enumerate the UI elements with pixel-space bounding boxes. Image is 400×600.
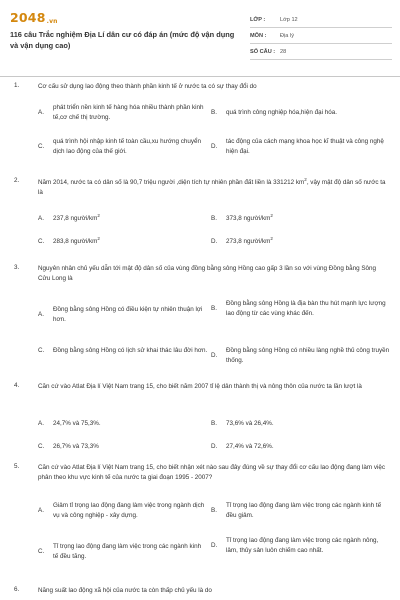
option-letter: A. xyxy=(38,507,44,515)
option-text: Giảm tỉ trọng lao động đang làm việc trong ngành dịch vụ và công nghiệp - xây dựng. xyxy=(53,502,205,519)
option-a[interactable] xyxy=(38,213,208,224)
meta-table xyxy=(250,12,392,60)
option-d[interactable] xyxy=(211,236,391,247)
meta-value: 28 xyxy=(280,48,287,55)
option-text: Đồng bằng sông Hồng có nhiều làng nghề thủ công truyền thống. xyxy=(226,347,390,364)
option-text: Đồng bằng sông Hồng có điều kiện tự nhiên thuận lợi hơn. xyxy=(53,306,203,323)
option-b[interactable] xyxy=(211,501,391,521)
option-d[interactable] xyxy=(211,536,391,556)
question-text: Năng suất lao động xã hội của nước ta còn thấp chủ yếu là do xyxy=(38,587,212,594)
option-letter: D. xyxy=(211,352,218,360)
option-text: 373,8 người/$km^2$ xyxy=(226,213,273,223)
option-b[interactable] xyxy=(211,108,391,118)
option-c[interactable] xyxy=(38,236,208,247)
site-logo[interactable]: 2048.vn xyxy=(10,10,58,25)
option-letter: C. xyxy=(38,548,45,556)
question-number: 4. xyxy=(14,382,20,389)
option-letter: B. xyxy=(211,420,217,428)
option-c[interactable] xyxy=(38,346,208,356)
meta-row-grade xyxy=(250,12,392,28)
option-text: quá trình hội nhập kinh tế toàn cầu,xu hướng chuyển dịch lao động của thế giới. xyxy=(53,138,202,155)
option-text: phát triển nền kinh tế hàng hóa nhiều thành phần kinh tế,cơ chế thị trường. xyxy=(53,104,204,121)
document-title: 116 câu Trắc nghiệm Địa Lí dân cư có đáp án (mức độ vận dụng và vận dụng cao) xyxy=(10,30,235,50)
option-letter: B. xyxy=(211,214,217,222)
meta-row-count xyxy=(250,44,392,60)
option-a[interactable] xyxy=(38,305,208,325)
option-a[interactable] xyxy=(38,501,208,521)
option-c[interactable] xyxy=(38,442,208,452)
document-header xyxy=(0,0,400,68)
question-text: Nguyên nhân chủ yếu dẫn tới mật độ dân số của vùng đồng bằng sông Hồng cao gấp 3 lần so với vùng Đồng bằng Sông Cửu Long là xyxy=(38,265,377,282)
question-number: 1. xyxy=(14,82,20,89)
option-text: Tỉ trọng lao động đang làm việc trong các ngành nông, lâm, thủy sản luôn chiếm cao nhất. xyxy=(226,537,379,554)
option-c[interactable] xyxy=(38,137,208,157)
option-text: 283,8 người/$km^2$ xyxy=(53,236,100,246)
option-text: 24,7% và 75,3%. xyxy=(53,420,101,427)
option-b[interactable] xyxy=(211,213,391,224)
question-text: Năm 2014, nước ta có dân số là 90,7 triệu người ,diện tích tự nhiên phần đất liền là 331212 $km^2$, vậy mật độ dân số nước ta là xyxy=(38,177,386,196)
option-letter: C. xyxy=(38,143,45,151)
meta-label: MÔN : xyxy=(250,32,267,39)
option-letter: B. xyxy=(211,109,217,117)
question-number: 2. xyxy=(14,177,20,184)
option-text: quá trình công nghiệp hóa,hiện đại hóa. xyxy=(226,109,337,116)
option-b[interactable] xyxy=(211,299,391,319)
question-text: Cơ cấu sử dụng lao động theo thành phần kinh tế ở nước ta có sự thay đổi do xyxy=(38,83,257,90)
header-divider xyxy=(0,76,400,77)
question-number: 5. xyxy=(14,463,20,470)
option-letter: D. xyxy=(211,237,218,245)
question-text: Căn cứ vào Atlat Địa lí Việt Nam trang 15, cho biết năm 2007 tỉ lệ dân thành thị và nông thôn của nước ta lần lượt là xyxy=(38,383,362,390)
option-text: Đồng bằng sông Hồng có lịch sử khai thác lâu đời hơn. xyxy=(53,347,208,354)
question-number: 3. xyxy=(14,264,20,271)
option-text: Tỉ trọng lao động đang làm việc trong các ngành kinh tế đều giảm. xyxy=(226,502,382,519)
option-a[interactable] xyxy=(38,103,208,123)
option-text: Đồng bằng sông Hồng là địa bàn thu hút mạnh lực lượng lao động từ các vùng khác đến. xyxy=(226,300,386,317)
option-d[interactable] xyxy=(211,137,391,157)
option-b[interactable] xyxy=(211,419,391,429)
option-letter: D. xyxy=(211,443,218,451)
option-letter: C. xyxy=(38,443,45,451)
meta-row-subject xyxy=(250,28,392,44)
option-a[interactable] xyxy=(38,419,208,429)
question-text: Căn cứ vào Atlat Địa lí Việt Nam trang 15, cho biết nhận xét nào sau đây đúng về sự thay đổi cơ cấu lao động đang làm việc phân theo khu vực kinh tế của nước ta giai đoạn 1995 - 2007? xyxy=(38,464,386,481)
meta-label: LỚP : xyxy=(250,16,266,23)
option-letter: A. xyxy=(38,109,44,117)
option-text: tác động của cách mạng khoa học kĩ thuật và công nghệ hiện đại. xyxy=(226,138,384,155)
option-letter: A. xyxy=(38,214,44,222)
question-number: 6. xyxy=(14,586,20,593)
option-letter: B. xyxy=(211,507,217,515)
option-c[interactable] xyxy=(38,542,208,562)
option-text: 73,6% và 26,4%. xyxy=(226,420,274,427)
option-text: 237,8 người/$km^2$ xyxy=(53,213,100,223)
meta-value: Địa lý xyxy=(280,32,294,39)
option-d[interactable] xyxy=(211,442,391,452)
option-text: 27,4% và 72,6%. xyxy=(226,443,274,450)
option-letter: A. xyxy=(38,420,44,428)
option-text: 273,8 người/$km^2$ xyxy=(226,236,273,246)
option-text: Tỉ trọng lao động đang làm việc trong các ngành kinh tế đều tăng. xyxy=(53,543,202,560)
option-letter: B. xyxy=(211,305,217,313)
option-letter: C. xyxy=(38,237,45,245)
option-letter: A. xyxy=(38,311,44,319)
meta-value: Lớp 12 xyxy=(280,16,298,23)
option-letter: D. xyxy=(211,542,218,550)
option-d[interactable] xyxy=(211,346,391,366)
option-text: 26,7% và 73,3% xyxy=(53,443,99,450)
option-letter: C. xyxy=(38,347,45,355)
option-letter: D. xyxy=(211,143,218,151)
meta-label: SỐ CÂU : xyxy=(250,48,276,55)
